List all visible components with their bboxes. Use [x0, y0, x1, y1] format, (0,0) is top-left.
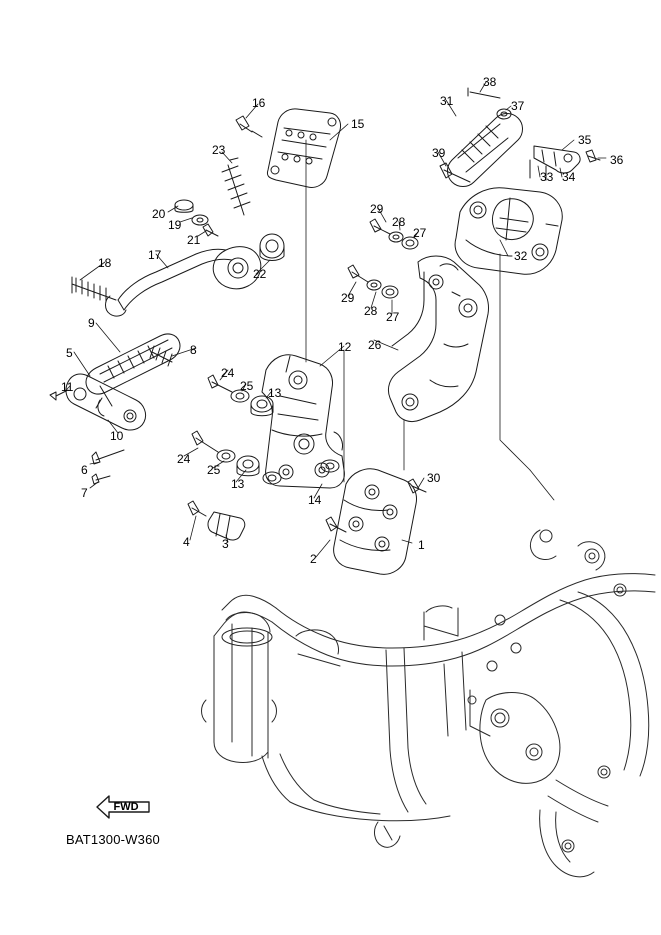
- callout-number: 28: [364, 304, 378, 318]
- callout-number: 13: [231, 477, 245, 491]
- callout-number: 17: [148, 248, 162, 262]
- callout-number: 27: [413, 226, 427, 240]
- callout-number: 8: [190, 343, 197, 357]
- callout-number: 29: [370, 202, 384, 216]
- callout-number: 31: [440, 94, 454, 108]
- callout-number: 38: [483, 75, 497, 89]
- callout-number: 29: [341, 291, 355, 305]
- callout-number: 11: [61, 380, 74, 394]
- callout-number: 10: [110, 429, 124, 443]
- callout-number: 33: [540, 170, 554, 184]
- callout-number: 37: [511, 99, 525, 113]
- callout-number: 35: [578, 133, 592, 147]
- callout-number: 28: [392, 215, 406, 229]
- callout-number: 24: [221, 366, 235, 380]
- callout-number: 6: [81, 463, 88, 477]
- callout-number: 4: [183, 535, 190, 549]
- callout-number: 18: [98, 256, 112, 270]
- callout-number: 15: [351, 117, 365, 131]
- callout-number: 25: [207, 463, 221, 477]
- callout-number: 27: [386, 310, 400, 324]
- callout-number: 1: [418, 538, 425, 552]
- callout-number: 12: [338, 340, 352, 354]
- callout-number: 5: [66, 346, 73, 360]
- fwd-direction-badge: [95, 793, 151, 821]
- callout-number: 24: [177, 452, 191, 466]
- callout-number: 25: [240, 379, 254, 393]
- callout-number: 36: [610, 153, 624, 167]
- callout-number: 16: [252, 96, 266, 110]
- callout-number: 9: [88, 316, 95, 330]
- part-code-label: BAT1300-W360: [66, 832, 160, 847]
- callout-number: 34: [562, 170, 576, 184]
- callout-number: 23: [212, 143, 226, 157]
- callout-number: 22: [253, 267, 267, 281]
- callout-number: 19: [168, 218, 182, 232]
- callout-number: 7: [81, 486, 88, 500]
- callout-number: 14: [308, 493, 322, 507]
- callout-number: 20: [152, 207, 166, 221]
- fwd-label: FWD: [113, 801, 139, 813]
- callout-number: 30: [427, 471, 441, 485]
- callout-number: 32: [514, 249, 528, 263]
- callout-number: 2: [310, 552, 317, 566]
- callout-number: 39: [432, 146, 446, 160]
- callout-number: 13: [268, 386, 282, 400]
- callout-number: 3: [222, 537, 229, 551]
- callout-number: 21: [187, 233, 201, 247]
- callout-number: 26: [368, 338, 382, 352]
